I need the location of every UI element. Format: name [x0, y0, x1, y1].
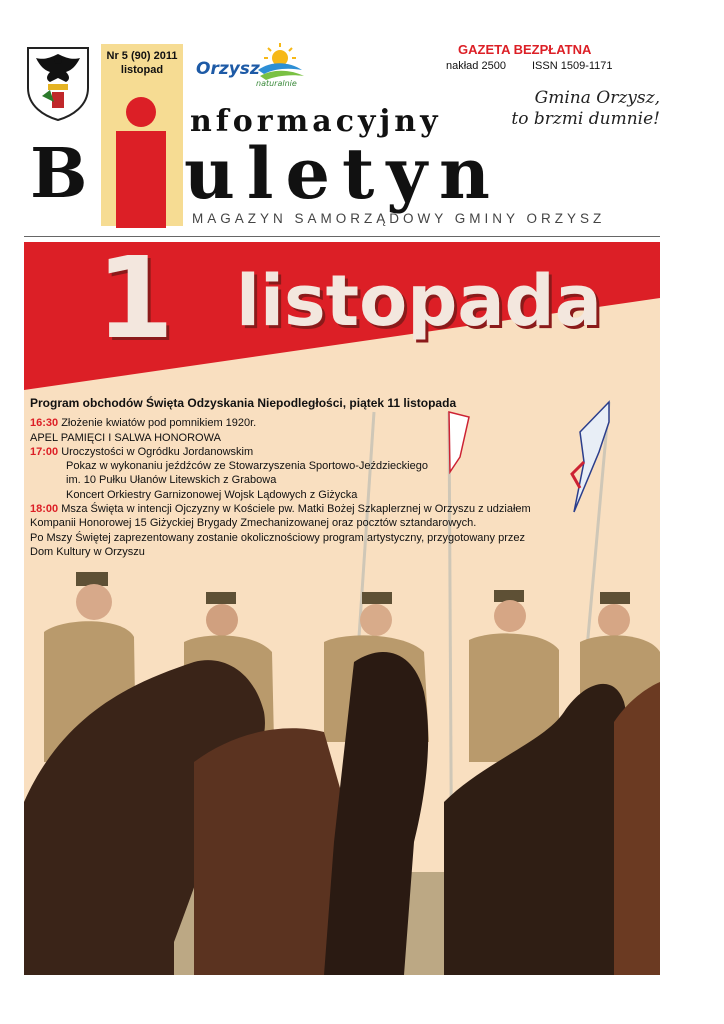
program-item: [30, 502, 650, 516]
program-title: Program obchodów Święta Odzyskania Niepodległości, piątek 11 listopada: [30, 396, 457, 410]
program-item: [30, 431, 650, 445]
masthead-divider: [24, 236, 660, 237]
coat-of-arms-icon: [24, 44, 92, 122]
title-informacyjny: nformacyjny: [190, 104, 442, 139]
headline-number: 1: [96, 242, 174, 364]
cover-image: [24, 242, 660, 975]
program-text-line: Kompanii Honorowej 15 Giżyckiej Brygady Zmechanizowanej oraz pocztów sztandarowych.: [30, 517, 477, 530]
magazine-subtitle: MAGAZYN SAMORZĄDOWY GMINY ORZYSZ: [192, 211, 606, 226]
headline-word: listopada: [236, 260, 602, 342]
program-text-line: Pokaz w wykonaniu jeźdźców ze Stowarzyszenia Sportowo-Jeździeckiego: [66, 460, 428, 473]
program-item: [30, 473, 650, 487]
program-item: [30, 459, 650, 473]
program-text-line: Po Mszy Świętej zaprezentowany zostanie okolicznościowy program artystyczny, przygotowany przez: [30, 531, 525, 544]
title-i-stem: [116, 131, 166, 228]
title-letter-b: B: [30, 134, 88, 214]
logo-sub: naturalnie: [256, 79, 297, 88]
program-text-line: Msza Święta w intencji Ojczyzny w Kościele pw. Matki Bożej Szkaplerznej w Orzyszu z udziałem: [58, 503, 531, 516]
title-i-dot: [126, 97, 156, 127]
program-item: [30, 516, 650, 530]
title-uletyn: uletyn: [184, 132, 502, 215]
program-item: [30, 416, 650, 430]
orzysz-logo: [190, 40, 310, 90]
program-text-line: Uroczystości w Ogródku Jordanowskim: [58, 445, 254, 458]
program-item: [30, 545, 650, 559]
logo-text: Orzysz: [196, 59, 260, 79]
program-text-line: Złożenie kwiatów pod pomnikiem 1920r.: [58, 417, 257, 430]
program-text-line: APEL PAMIĘCI I SALWA HONOROWA: [30, 431, 221, 444]
motto-line-2: to brzmi dumnie!: [511, 109, 660, 129]
program-time: 18:00: [30, 503, 59, 516]
program-time: 17:00: [30, 445, 59, 458]
issue-number: Nr 5 (90) 2011: [106, 50, 178, 62]
free-newspaper-label: GAZETA BEZPŁATNA: [458, 42, 592, 57]
issn: ISSN 1509-1171: [532, 60, 613, 72]
motto-line-1: Gmina Orzysz,: [534, 88, 660, 108]
program-text-line: Koncert Orkiestry Garnizonowej Wojsk Lądowych z Giżycka: [66, 488, 358, 501]
program-text-line: Dom Kultury w Orzyszu: [30, 545, 145, 558]
circulation: nakład 2500: [446, 60, 506, 72]
issue-month: listopad: [120, 64, 164, 76]
program-item: [30, 488, 650, 502]
program-text: [30, 396, 650, 559]
program-text-line: im. 10 Pułku Ułanów Litewskich z Grabowa: [66, 474, 277, 487]
program-item: [30, 445, 650, 459]
program-time: 16:30: [30, 417, 59, 430]
program-item: [30, 531, 650, 545]
motto: [511, 88, 660, 130]
